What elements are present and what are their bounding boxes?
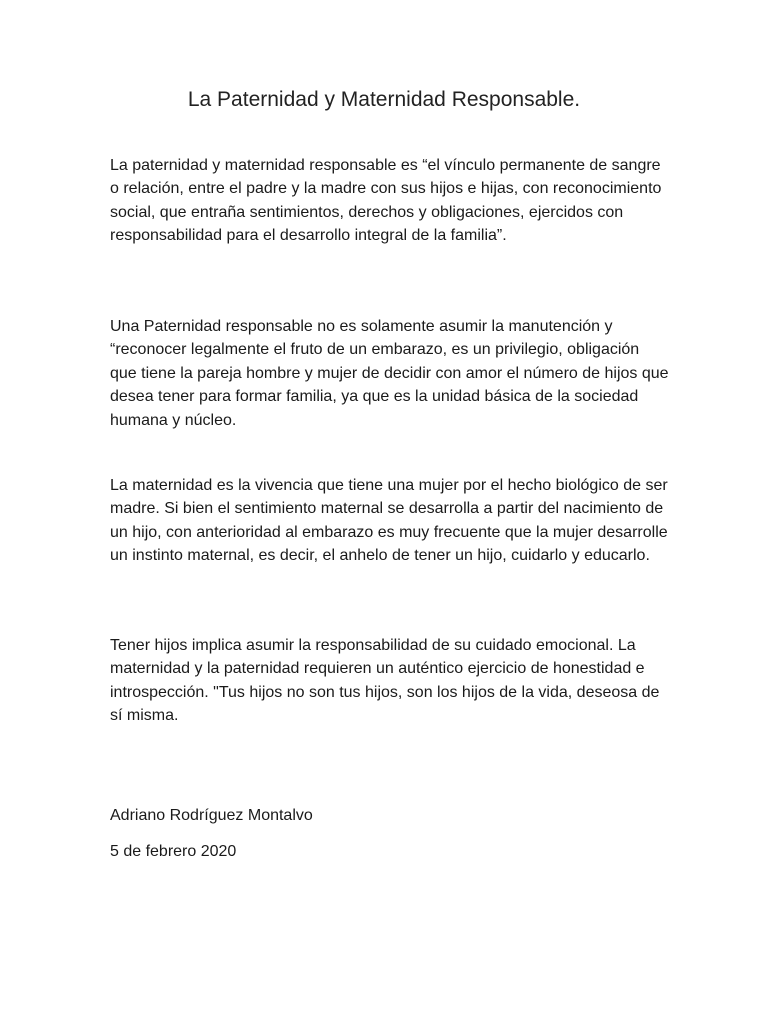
document-date: 5 de febrero 2020 <box>110 843 237 860</box>
author-name: Adriano Rodríguez Montalvo <box>110 807 313 824</box>
paragraph-emotional-care: Tener hijos implica asumir la responsabilidad de su cuidado emocional. La maternidad y la paternidad requieren un auténtico ejercicio de honestidad e introspección. "Tus hijos no son tus hijos, son los hijos de la vida, deseosa de sí misma. <box>110 637 660 725</box>
paragraph-definition: La paternidad y maternidad responsable es “el vínculo permanente de sangre o relación, entre el padre y la madre con sus hijos e hijas, con reconocimiento social, que entraña sentimientos, derechos y obligaciones, ejercidos con responsabilidad para el desarrollo integral de la familia”. <box>110 157 662 245</box>
paragraph-maternity: La maternidad es la vivencia que tiene una mujer por el hecho biológico de ser madre. Si bien el sentimiento maternal se desarrolla a partir del nacimiento de un hijo, con anterioridad al embarazo es muy frecuente que la mujer desarrolle un instinto maternal, es decir, el anhelo de tener un hijo, cuidarlo y educarlo. <box>110 477 668 565</box>
document-title: La Paternidad y Maternidad Responsable. <box>187 88 581 111</box>
paragraph-paternity: Una Paternidad responsable no es solamente asumir la manutención y “reconocer legalmente el fruto de un embarazo, es un privilegio, obligación que tiene la pareja hombre y mujer de decidir con amor el número de hijos que desea tener para formar familia, ya que es la unidad básica de la sociedad humana y núcleo. <box>110 318 669 429</box>
